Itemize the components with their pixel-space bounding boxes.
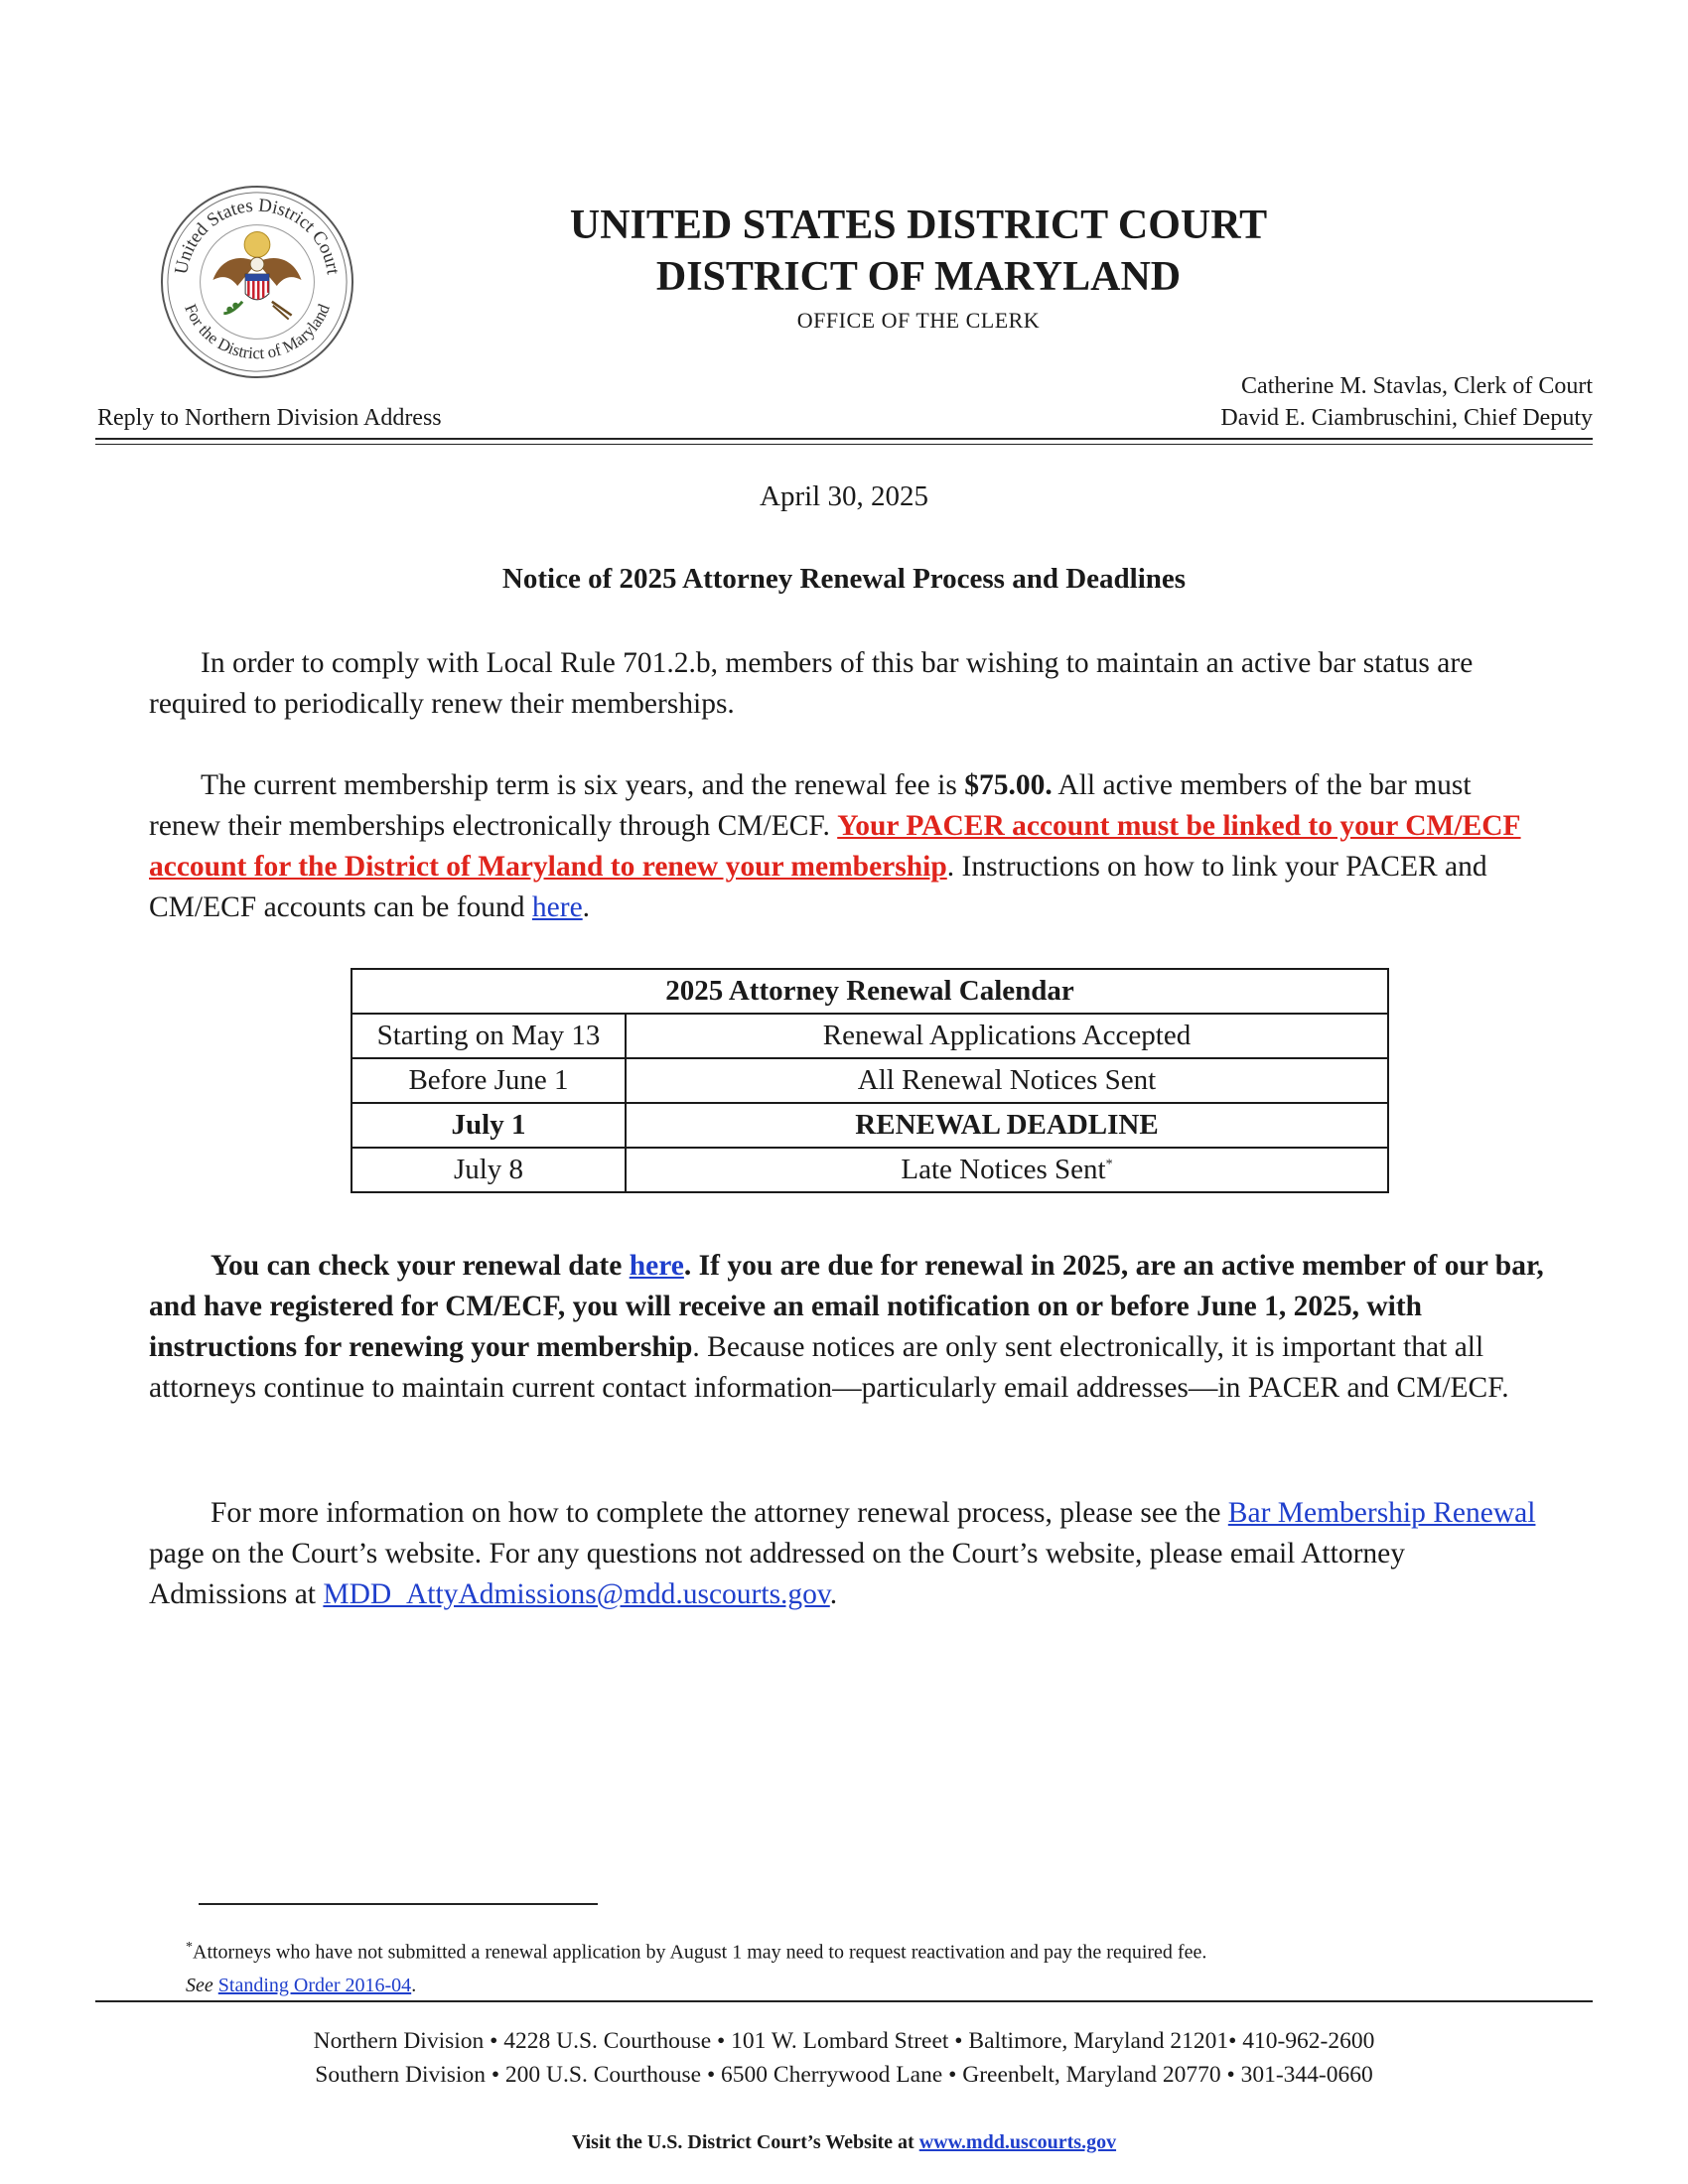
southern-division-address: Southern Division • 200 U.S. Courthouse • 6500 Cherrywood Lane • Greenbelt, Maryland 20770 • 301-344-0660 [315,2062,1373,2088]
calendar-event: Renewal Applications Accepted [626,1014,1388,1058]
letter-date: April 30, 2025 [760,480,928,512]
table-row [352,1014,1388,1058]
footnote-divider [199,1903,598,1905]
office-name: OFFICE OF THE CLERK [796,308,1041,333]
link-bar-membership-renewal[interactable]: Bar Membership Renewal [1227,1497,1536,1529]
table-row [352,1103,1388,1148]
header-divider-thin [95,444,1593,445]
court-name-line2: DISTRICT OF MARYLAND [655,254,1182,300]
calendar-title: 2025 Attorney Renewal Calendar [352,969,1388,1014]
pacer-link-warning: Your PACER account must be linked to your CM/ECF account for the District of Maryland to renew your membership [149,810,1521,883]
svg-text:United States District Court: United States District Court [171,195,344,276]
calendar-date: July 1 [352,1103,626,1148]
link-court-website[interactable]: www.mdd.uscourts.gov [918,2131,1117,2153]
calendar-date: Before June 1 [352,1058,626,1103]
northern-division-address: Northern Division • 4228 U.S. Courthouse • 101 W. Lombard Street • Baltimore, Maryland 21201• 410-962-2600 [313,2028,1375,2054]
reply-address-note: Reply to Northern Division Address [97,405,442,431]
website-line: Visit the U.S. District Court’s Website at www.mdd.uscourts.gov [571,2131,1117,2153]
notice-title: Notice of 2025 Attorney Renewal Process and Deadlines [501,563,1187,595]
link-instructions-here[interactable]: here [531,891,583,923]
footnote-marker: * [1105,1157,1113,1172]
court-name-line1: UNITED STATES DISTRICT COURT [569,203,1268,248]
table-row [352,1058,1388,1103]
clerk-name: Catherine M. Stavlas, Clerk of Court [1241,373,1593,399]
footnote: *Attorneys who have not submitted a renewal application by August 1 may need to request reactivation and pay the required fee. See Standing Order 2016-04. [186,1940,1207,1996]
renewal-calendar-table [351,968,1389,1193]
paragraph-membership-term: The current membership term is six years, and the renewal fee is $75.00. All active members of the bar must renew their memberships electronically through CM/ECF. Your PACER account must be linked to your CM/ECF account for the District of Maryland to renew your membership. Instructions on how to link your PACER and CM/ECF accounts can be found here. [149,769,1521,923]
link-admissions-email[interactable]: MDD_AttyAdmissions@mdd.uscourts.gov [323,1578,830,1610]
header-divider [95,438,1593,440]
paragraph-more-info: For more information on how to complete the attorney renewal process, please see the Bar Membership Renewal page on the Court’s website. For any questions not addressed on the Court’s website, please email Attorney Admissions at MDD_AttyAdmissions@mdd.uscourts.gov. [149,1497,1536,1610]
footer-divider [95,2000,1593,2002]
calendar-date: Starting on May 13 [352,1014,626,1058]
calendar-event: All Renewal Notices Sent [626,1058,1388,1103]
renewal-fee: $75.00. [964,769,1053,801]
calendar-event: RENEWAL DEADLINE [626,1103,1388,1148]
paragraph-local-rule: In order to comply with Local Rule 701.2.b, members of this bar wishing to maintain an active bar status are required to periodically renew their memberships. [149,647,1474,720]
svg-text:For the District of Maryland: For the District of Maryland [181,301,334,363]
table-row [352,1148,1388,1192]
chief-deputy-name: David E. Ciambruschini, Chief Deputy [1220,405,1593,431]
paragraph-renewal-date: You can check your renewal date here. If you are due for renewal in 2025, are an active member of our bar, and have registered for CM/ECF, you will receive an email notification on or before June 1, 2025, with instructions for renewing your membership. Because notices are only sent electronically, it is important that all attorneys continue to maintain current contact information—particularly email addresses—in PACER and CM/ECF. [149,1250,1544,1404]
calendar-date: July 8 [352,1148,626,1192]
link-check-renewal-here[interactable]: here [629,1250,684,1282]
link-standing-order[interactable]: Standing Order 2016-04 [217,1974,412,1996]
calendar-event: Late Notices Sent* [626,1148,1388,1192]
